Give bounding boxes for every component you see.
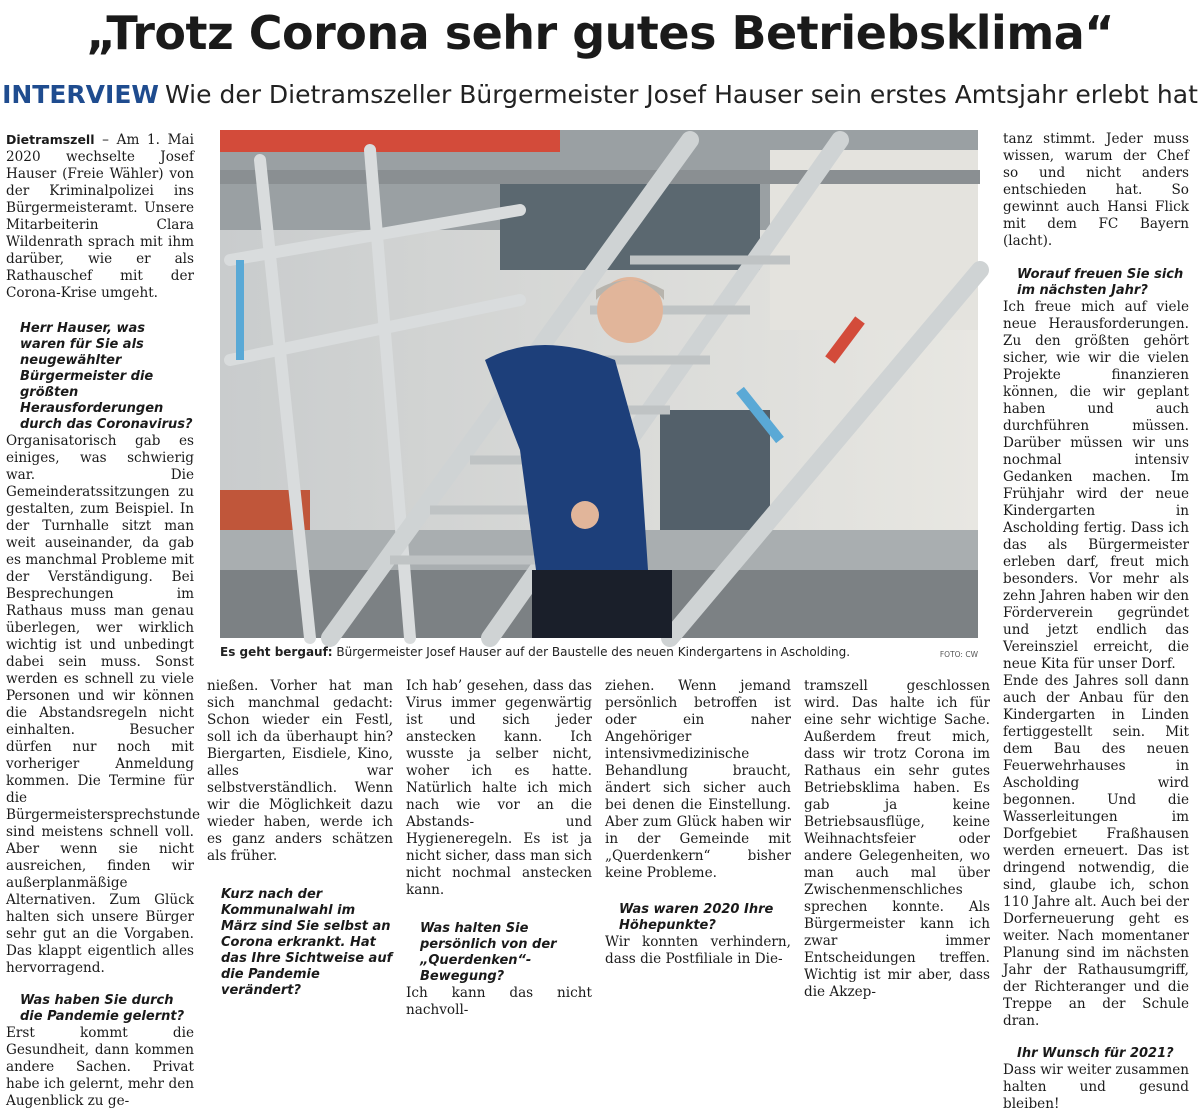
answer-7: Dass wir weiter zusammen halten und gesund bleiben! (1003, 1062, 1190, 1112)
column-3 (406, 678, 592, 1018)
question-7: Ihr Wunsch für 2021? (1017, 1046, 1174, 1061)
column-5 (804, 678, 990, 1000)
construction-site-photo (220, 130, 978, 638)
subline-text: Wie der Dietramszeller Bürgermeister Josef Hauser sein erstes Amtsjahr erlebt hat (165, 80, 1198, 109)
question-2: Was haben Sie durch die Pandemie gelernt? (20, 993, 185, 1024)
headline: „Trotz Corona sehr gutes Betriebsklima“ (85, 6, 1115, 60)
answer-6-part-1: Ich freue mich auf viele neue Herausforderungen. Zu den größten gehört sicher, wie wir die vielen Projekte finanzieren können, die wir geplant haben und auch durchführen müssen. Darüber müssen wir uns nochmal intensiv Gedanken machen. Im Frühjahr wird der neue Kindergarten in Ascholding fertig. Dass ich das als Bürgermeister erleben darf, freut mich besonders. Vor mehr als zehn Jahren haben wir den Förderverein gegründet und jetzt endlich das Vereinsziel erreicht, die neue Kita für unser Dorf. (1003, 299, 1189, 672)
answer-4-continued: ziehen. Wenn jemand persönlich betroffen ist oder ein naher Angehöriger intensivmedizinische Behandlung braucht, ändert sich sicher auch bei denen die Einstellung. Aber zum Glück haben wir in der Gemeinde mit „Querdenkern“ bisher keine Probleme. (605, 678, 791, 881)
column-2 (207, 678, 393, 998)
question-5: Was waren 2020 Ihre Höhepunkte? (619, 902, 774, 933)
question-6: Worauf freuen Sie sich im nächsten Jahr? (1017, 267, 1184, 298)
article-photo (220, 130, 978, 638)
subline (0, 80, 1200, 109)
answer-2-continued: nießen. Vorher hat man sich manchmal gedacht: Schon wieder ein Festl, soll ich da überhaupt hin? Biergarten, Eisdiele, Kino, alles war selbstverständlich. Wenn wir die Möglichkeit dazu wieder haben, werde ich es ganz anders schätzen als früher. (207, 678, 393, 864)
column-1 (6, 131, 201, 1109)
photo-caption (220, 645, 978, 659)
dateline: Dietramszell (6, 132, 95, 147)
question-1: Herr Hauser, was waren für Sie als neugewählter Bürgermeister die größten Herausforderungen durch das Coronavirus? (20, 321, 193, 432)
answer-3: Ich hab’ gesehen, dass das Virus immer gegenwärtig ist und sich jeder anstecken kann. Ich wusste ja selber nicht, woher ich es hatte. Natürlich halte ich mich nach wie vor an die Abstands- und Hygieneregeln. Es ist ja nicht sicher, dass man sich nicht nochmal anstecken kann. (406, 678, 592, 898)
answer-6-part-2: Ende des Jahres soll dann auch der Anbau für den Kindergarten in Linden fertiggestellt sein. Mit dem Bau des neuen Feuerwehrhauses in Ascholding wird begonnen. Und die Wasserleitungen im Dorfgebiet Fraßhausen werden erneuert. Das ist dringend notwendig, die sind, glaube ich, schon 110 Jahre alt. Auch bei der Dorferneuerung geht es weiter. Nach momentaner Planung sind im nächsten Jahr der Rathausumgriff, der Richteranger und die Treppe an der Schule dran. (1003, 673, 1189, 1029)
caption-text: Bürgermeister Josef Hauser auf der Baustelle des neuen Kindergartens in Ascholding. (332, 645, 851, 659)
column-6 (1003, 131, 1190, 1112)
answer-5-continued: tramszell geschlossen wird. Das halte ich für eine sehr wichtige Sache. Außerdem freut mich, dass wir trotz Corona im Rathaus ein sehr gutes Betriebsklima haben. Es gab ja keine Betriebsausflüge, keine Weihnachtsfeier oder andere Gelegenheiten, wo man auch mal über Zwischenmenschliches sprechen konnte. Als Bürgermeister kann ich zwar immer Entscheidungen treffen. Wichtig ist mir aber, dass die Akzep- (804, 678, 990, 1000)
intro-paragraph (6, 131, 194, 302)
column-4 (605, 678, 791, 967)
answer-5-end: tanz stimmt. Jeder muss wissen, warum der Chef so und nicht anders entschieden hat. So gewinnt auch Hansi Flick mit dem FC Bayern (lacht). (1003, 131, 1189, 249)
caption-lead: Es geht bergauf: (220, 645, 333, 659)
answer-2: Erst kommt die Gesundheit, dann kommen andere Sachen. Privat habe ich gelernt, mehr den Augenblick zu ge- (6, 1025, 194, 1109)
question-3: Kurz nach der Kommunalwahl im März sind Sie selbst an Corona erkrankt. Hat das Ihre Sichtweise auf die Pandemie verändert? (221, 887, 393, 998)
answer-1: Organisatorisch gab es einiges, was schwierig war. Die Gemeinderatssitzungen zu gestalten, zum Beispiel. In der Turnhalle sitzt man weit auseinander, da gab es manchmal Probleme mit der Verständigung. Bei Besprechungen im Rathaus muss man genau überlegen, wer wirklich wichtig ist und unbedingt dabei sein muss. Sonst werden es schnell zu viele Personen und wir können die Abstandsregeln nicht einhalten. Besucher dürfen nur noch mit vorheriger Anmeldung kommen. Die Termine für die Bürgermeistersprechstunde sind meistens schnell voll. Aber wenn sie nicht ausreichen, finden wir außerplanmäßige Alternativen. Zum Glück halten sich unsere Bürger sehr gut an die Vorgaben. Das klappt eigentlich alles hervorragend. (6, 433, 201, 976)
intro-text: – Am 1. Mai 2020 wechselte Josef Hauser (Freie Wähler) von der Kriminalpolizei ins Bürgermeisteramt. Unsere Mitarbeiterin Clara Wildenrath sprach mit ihm darüber, wie er als Rathauschef mit der Corona-Krise umgeht. (6, 132, 194, 301)
subline-kicker: INTERVIEW (2, 80, 159, 109)
answer-4: Ich kann das nicht nachvoll- (406, 985, 592, 1018)
answer-5: Wir konnten verhindern, dass die Postfiliale in Die- (605, 934, 791, 967)
question-4: Was halten Sie persönlich von der „Querdenken“-Bewegung? (420, 921, 557, 984)
photo-credit: FOTO: CW (939, 650, 978, 659)
